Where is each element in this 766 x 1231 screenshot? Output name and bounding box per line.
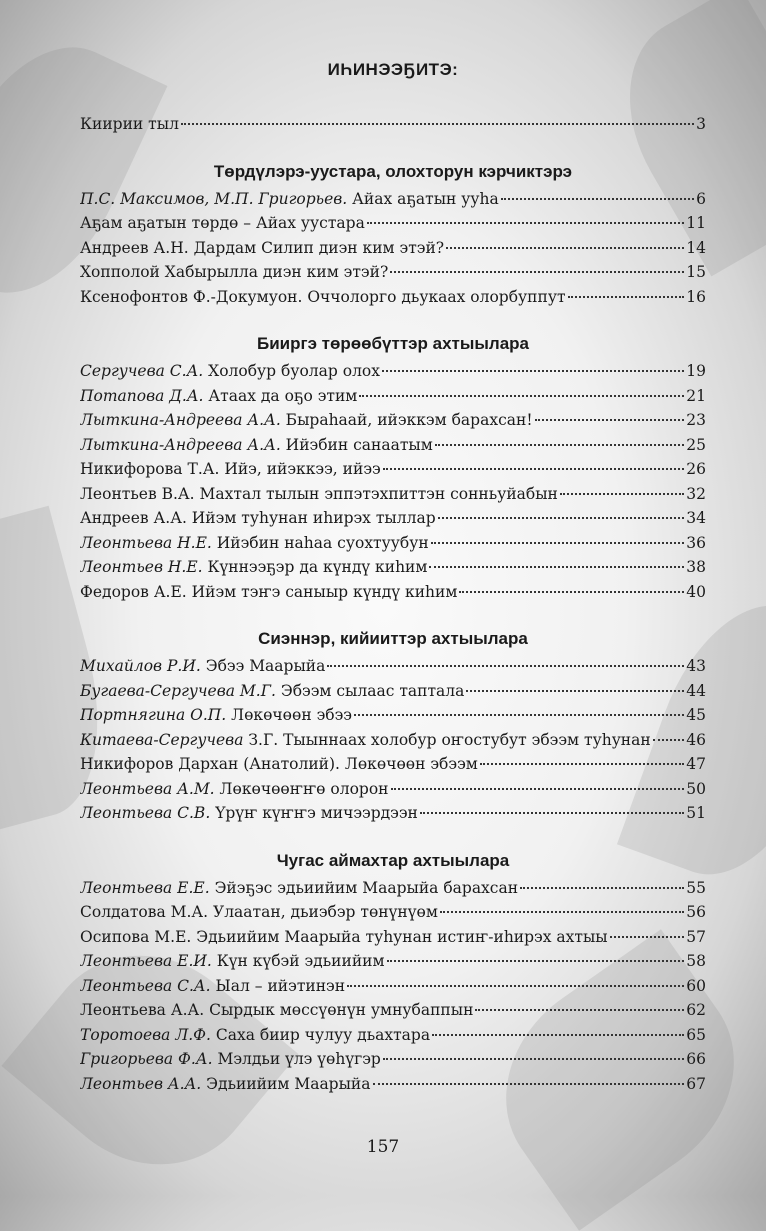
toc-entry-text bbox=[80, 1072, 371, 1097]
toc-leader-dots bbox=[435, 444, 684, 446]
toc-entry-page: 47 bbox=[686, 755, 706, 773]
toc-section bbox=[80, 848, 706, 1097]
toc-leader-dots bbox=[520, 887, 684, 889]
toc-entry-page: 55 bbox=[686, 878, 706, 897]
toc-entry-page: 38 bbox=[686, 558, 706, 576]
toc-entry[interactable] bbox=[80, 211, 706, 236]
toc-entry-text bbox=[80, 112, 179, 137]
toc-entry-page: 32 bbox=[686, 484, 706, 503]
toc-section bbox=[80, 331, 706, 604]
toc-entry-title: Мэлдьи үлэ үөһүгэр bbox=[212, 1050, 381, 1068]
toc-entry-text bbox=[80, 285, 566, 310]
toc-entry-text bbox=[80, 482, 558, 507]
toc-entry-title: Лөкөчөөҥҥө олорон bbox=[214, 779, 389, 798]
toc-entry-author: Лыткина-Андреева А.А. bbox=[80, 411, 281, 429]
toc-entry-text bbox=[80, 974, 345, 999]
toc-entry-page: 15 bbox=[686, 263, 706, 281]
toc-leader-dots bbox=[359, 395, 684, 397]
toc-entry-text bbox=[80, 801, 418, 826]
toc-entry[interactable] bbox=[80, 1023, 706, 1048]
toc-entry-text bbox=[80, 1023, 430, 1048]
toc-entry[interactable] bbox=[80, 384, 706, 409]
toc-entry-title: Айах аҕатын ууһа bbox=[347, 189, 499, 208]
toc-entry[interactable] bbox=[80, 925, 706, 950]
toc-entry-text bbox=[80, 531, 429, 556]
toc-entry-page: 44 bbox=[686, 681, 706, 700]
toc-leader-dots bbox=[181, 123, 694, 125]
toc-leader-dots bbox=[475, 1009, 684, 1011]
toc-entry-page: 43 bbox=[686, 657, 706, 675]
toc-entry-text bbox=[80, 900, 438, 925]
toc-entry[interactable] bbox=[80, 654, 706, 679]
toc-entry[interactable] bbox=[80, 728, 706, 753]
toc-entry-title: Лөкөчөөн эбээ bbox=[226, 706, 352, 724]
toc-intro bbox=[80, 112, 706, 137]
toc-entry-page: 19 bbox=[686, 362, 706, 380]
toc-entry[interactable] bbox=[80, 457, 706, 482]
toc-entry-title: Андреев А.Н. Дардам Силип диэн ким этэй? bbox=[80, 238, 445, 257]
toc-entry-text bbox=[80, 654, 325, 679]
toc-entry-author: Леонтьева С.А. bbox=[80, 976, 211, 995]
toc-entry-text bbox=[80, 433, 433, 458]
toc-leader-dots bbox=[568, 296, 685, 298]
toc-leader-dots bbox=[354, 714, 684, 716]
section-title: Чугас аймахтар ахтыылара bbox=[276, 850, 510, 870]
toc-entry[interactable] bbox=[80, 482, 706, 507]
toc-leader-dots bbox=[480, 763, 684, 765]
toc-entry-author: Бугаева-Сергучева М.Г. bbox=[80, 681, 276, 700]
toc-entry[interactable] bbox=[80, 801, 706, 826]
toc-leader-dots bbox=[373, 1083, 685, 1085]
toc-entry[interactable] bbox=[80, 506, 706, 531]
toc-leader-dots bbox=[367, 222, 684, 224]
toc-entry[interactable] bbox=[80, 949, 706, 974]
toc-entry-page: 58 bbox=[686, 952, 706, 970]
toc-entry-title: Осипова М.Е. Эдьиийим Маарыйа туһунан истиҥ-иһирэх ахтыы bbox=[80, 927, 608, 946]
toc-entry-author: Потапова Д.А. bbox=[80, 386, 204, 405]
toc-leader-dots bbox=[382, 370, 684, 372]
toc-entry-title: Хопполой Хабырылла диэн ким этэй? bbox=[80, 263, 389, 281]
toc-leader-dots bbox=[383, 468, 685, 470]
toc-entry-page: 3 bbox=[696, 115, 706, 133]
toc-entry-page: 16 bbox=[686, 287, 706, 306]
toc-entry-author: Лыткина-Андреева А.А. bbox=[80, 435, 281, 454]
toc-entry-page: 65 bbox=[686, 1025, 706, 1044]
toc-leader-dots bbox=[347, 985, 684, 987]
toc-entry-title: Үрүҥ күҥҥэ мичээрдээн bbox=[210, 804, 418, 822]
toc-entry-title: Быраһаай, ийэккэм барахсан! bbox=[280, 411, 533, 429]
toc-entry-text bbox=[80, 506, 436, 531]
toc-leader-dots bbox=[327, 665, 684, 667]
toc-entry[interactable] bbox=[80, 236, 706, 261]
toc-entry-text bbox=[80, 260, 388, 285]
toc-entry-author: Леонтьева Е.Е. bbox=[80, 878, 210, 897]
toc-entry-text bbox=[80, 777, 389, 802]
toc-entry-author: Леонтьев Н.Е. bbox=[80, 558, 203, 576]
toc-leader-dots bbox=[420, 812, 684, 814]
toc-leader-dots bbox=[390, 271, 684, 273]
toc-entry-text bbox=[80, 728, 651, 753]
toc-entry-title: Никифорова Т.А. Ийэ, ийэккээ, ийээ bbox=[80, 460, 381, 478]
toc-entry-text bbox=[80, 580, 457, 605]
toc-entry-text bbox=[80, 384, 357, 409]
toc-entry-title: Леонтьева А.А. Сырдык мөссүөнүн умнубаппын bbox=[80, 1001, 474, 1019]
toc-entry-page: 14 bbox=[686, 238, 706, 257]
toc-entry[interactable] bbox=[80, 998, 706, 1023]
toc-entry-title: З.Г. Тыыннаах холобур оҥостубут эбээм туһунан bbox=[243, 730, 651, 749]
toc-entry-page: 23 bbox=[686, 411, 706, 429]
toc-entry-title: Эбээм сылаас таптала bbox=[275, 681, 465, 700]
toc-leader-dots bbox=[459, 591, 684, 593]
toc-entry[interactable] bbox=[80, 260, 706, 285]
toc-entry-text bbox=[80, 457, 381, 482]
toc-title: ИҺИНЭЭҔИТЭ: bbox=[327, 60, 459, 79]
toc-entry[interactable] bbox=[80, 531, 706, 556]
toc-entry[interactable] bbox=[80, 752, 706, 777]
toc-leader-dots bbox=[387, 960, 685, 962]
toc-entry-author: Михайлов Р.И. bbox=[80, 657, 201, 675]
toc-entry-title: Эйэҕэс эдьиийим Маарыйа барахсан bbox=[209, 878, 519, 897]
toc-entry-page: 67 bbox=[686, 1074, 706, 1093]
toc-entry-page: 11 bbox=[686, 214, 706, 232]
toc-entry-page: 51 bbox=[686, 804, 706, 822]
toc-entry[interactable] bbox=[80, 900, 706, 925]
toc-entry-page: 50 bbox=[686, 779, 706, 798]
toc-entry-author: Портнягина О.П. bbox=[80, 706, 227, 724]
toc-entry-author: П.С. Максимов, М.П. Григорьев. bbox=[80, 189, 348, 208]
toc-entry-title: Эдьиийим Маарыйа bbox=[201, 1074, 371, 1093]
toc-leader-dots bbox=[383, 1058, 684, 1060]
toc-entry-page: 26 bbox=[686, 460, 706, 478]
toc-entry-text bbox=[80, 752, 478, 777]
toc-leader-dots bbox=[610, 936, 685, 938]
section-title: Төрдүлэрэ-уустара, олохторун кэрчиктэрэ bbox=[213, 161, 573, 181]
toc-entry-text bbox=[80, 1047, 381, 1072]
toc-entry-author: Григорьева Ф.А. bbox=[80, 1050, 213, 1068]
toc-entry[interactable] bbox=[80, 974, 706, 999]
toc-entry-title: Күннээҕэр да күндү киһим bbox=[202, 558, 428, 576]
toc-entry-page: 60 bbox=[686, 976, 706, 995]
toc-entry-text bbox=[80, 555, 427, 580]
toc-entry-page: 66 bbox=[686, 1050, 706, 1068]
toc-entry[interactable] bbox=[80, 679, 706, 704]
toc-entry-page: 6 bbox=[696, 189, 706, 208]
toc-entry[interactable] bbox=[80, 187, 706, 212]
toc-entry-title: Эбээ Маарыйа bbox=[200, 657, 326, 675]
toc-entry-text bbox=[80, 876, 518, 901]
toc-entry-text bbox=[80, 359, 380, 384]
toc-entry-page: 45 bbox=[686, 706, 706, 724]
toc-entry-author: Китаева-Сергучева bbox=[80, 730, 244, 749]
toc-entry-title: Андреев А.А. Ийэм туһунан иһирэх тыллар bbox=[80, 509, 436, 527]
toc-sections bbox=[80, 159, 706, 1097]
page-number: 157 bbox=[366, 1137, 400, 1157]
toc-entry-title: Атаах да оҕо этим bbox=[203, 386, 358, 405]
toc-entry-title: Федоров А.Е. Ийэм тэҥэ саныыр күндү киһим bbox=[80, 582, 458, 601]
toc-entry-page: 62 bbox=[686, 1001, 706, 1019]
toc-leader-dots bbox=[446, 247, 684, 249]
section-title: Бииргэ төрөөбүттэр ахтыылара bbox=[256, 334, 530, 353]
toc-leader-dots bbox=[653, 739, 685, 741]
toc-leader-dots bbox=[466, 690, 684, 692]
toc-entry-author: Леонтьева Е.И. bbox=[80, 952, 212, 970]
toc-entry-title: Ийэбин санаатым bbox=[280, 435, 433, 454]
toc-section bbox=[80, 159, 706, 310]
toc-entry-title: Киирии тыл bbox=[80, 115, 179, 133]
toc-leader-dots bbox=[391, 788, 685, 790]
toc-entry-page: 25 bbox=[686, 435, 706, 454]
toc-entry-text bbox=[80, 949, 385, 974]
toc-entry-title: Солдатова М.А. Улаатан, дьиэбэр төнүнүөм bbox=[80, 903, 438, 921]
toc-leader-dots bbox=[438, 517, 685, 519]
toc-entry-author: Леонтьев А.А. bbox=[80, 1074, 202, 1093]
toc-entry[interactable] bbox=[80, 408, 706, 433]
toc-entry-author: Торотоева Л.Ф. bbox=[80, 1025, 211, 1044]
toc-section bbox=[80, 626, 706, 826]
toc-entry-title: Саха биир чулуу дьахтара bbox=[210, 1025, 431, 1044]
toc-entry-author: Леонтьева С.В. bbox=[80, 804, 211, 822]
toc-entry-title: Күн күбэй эдьиийим bbox=[211, 952, 385, 970]
toc-leader-dots bbox=[440, 911, 684, 913]
toc-entry-author: Леонтьева Н.Е. bbox=[80, 533, 212, 552]
toc-entry-page: 40 bbox=[686, 582, 706, 601]
toc-entry-text bbox=[80, 925, 608, 950]
toc-leader-dots bbox=[535, 419, 685, 421]
toc-entry-text bbox=[80, 998, 473, 1023]
toc-entry-text bbox=[80, 703, 352, 728]
toc-entry-title: Никифоров Дархан (Анатолий). Лөкөчөөн эбээм bbox=[80, 755, 478, 773]
toc-entry[interactable] bbox=[80, 777, 706, 802]
toc-entry[interactable] bbox=[80, 703, 706, 728]
toc-entry-text bbox=[80, 211, 365, 236]
toc-entry-page: 34 bbox=[686, 509, 706, 527]
toc-entry[interactable] bbox=[80, 1072, 706, 1097]
toc-entry-page: 46 bbox=[686, 730, 706, 749]
toc-entry-author: Сергучева С.А. bbox=[80, 362, 204, 380]
toc-entry-title: Холобур буолар олох bbox=[203, 362, 380, 380]
toc-entry[interactable] bbox=[80, 555, 706, 580]
toc-entry-text bbox=[80, 679, 464, 704]
toc-leader-dots bbox=[560, 493, 684, 495]
toc-entry-title: Аҕам аҕатын төрдө – Айах уустара bbox=[80, 214, 365, 232]
toc-entry-text bbox=[80, 408, 533, 433]
toc-entry-text bbox=[80, 236, 444, 261]
table-of-contents bbox=[80, 58, 706, 1118]
toc-entry-title: Ыал – ийэтинэн bbox=[210, 976, 346, 995]
toc-entry-page: 57 bbox=[686, 927, 706, 946]
toc-entry-page: 36 bbox=[686, 533, 706, 552]
toc-leader-dots bbox=[431, 542, 685, 544]
toc-leader-dots bbox=[429, 566, 684, 568]
toc-entry[interactable] bbox=[80, 1047, 706, 1072]
toc-entry-page: 21 bbox=[686, 386, 706, 405]
toc-entry-title: Ийэбин наһаа суохтуубун bbox=[211, 533, 429, 552]
section-title: Сиэннэр, кийииттэр ахтыылара bbox=[258, 629, 528, 648]
toc-entry[interactable] bbox=[80, 433, 706, 458]
toc-leader-dots bbox=[501, 198, 694, 200]
toc-entry[interactable] bbox=[80, 580, 706, 605]
toc-entry-page: 56 bbox=[686, 903, 706, 921]
toc-entry-title: Леонтьев В.А. Махтал тылын эппэтэхпиттэн сонньуйабын bbox=[80, 484, 558, 503]
toc-entry[interactable] bbox=[80, 876, 706, 901]
toc-entry[interactable] bbox=[80, 112, 706, 137]
toc-entry[interactable] bbox=[80, 285, 706, 310]
toc-entry-author: Леонтьева А.М. bbox=[80, 779, 215, 798]
toc-leader-dots bbox=[432, 1034, 684, 1036]
toc-entry-title: Ксенофонтов Ф.-Докумуон. Оччолорго дьукаах олорбуппут bbox=[80, 287, 566, 306]
toc-entry-text bbox=[80, 187, 499, 212]
toc-entry[interactable] bbox=[80, 359, 706, 384]
